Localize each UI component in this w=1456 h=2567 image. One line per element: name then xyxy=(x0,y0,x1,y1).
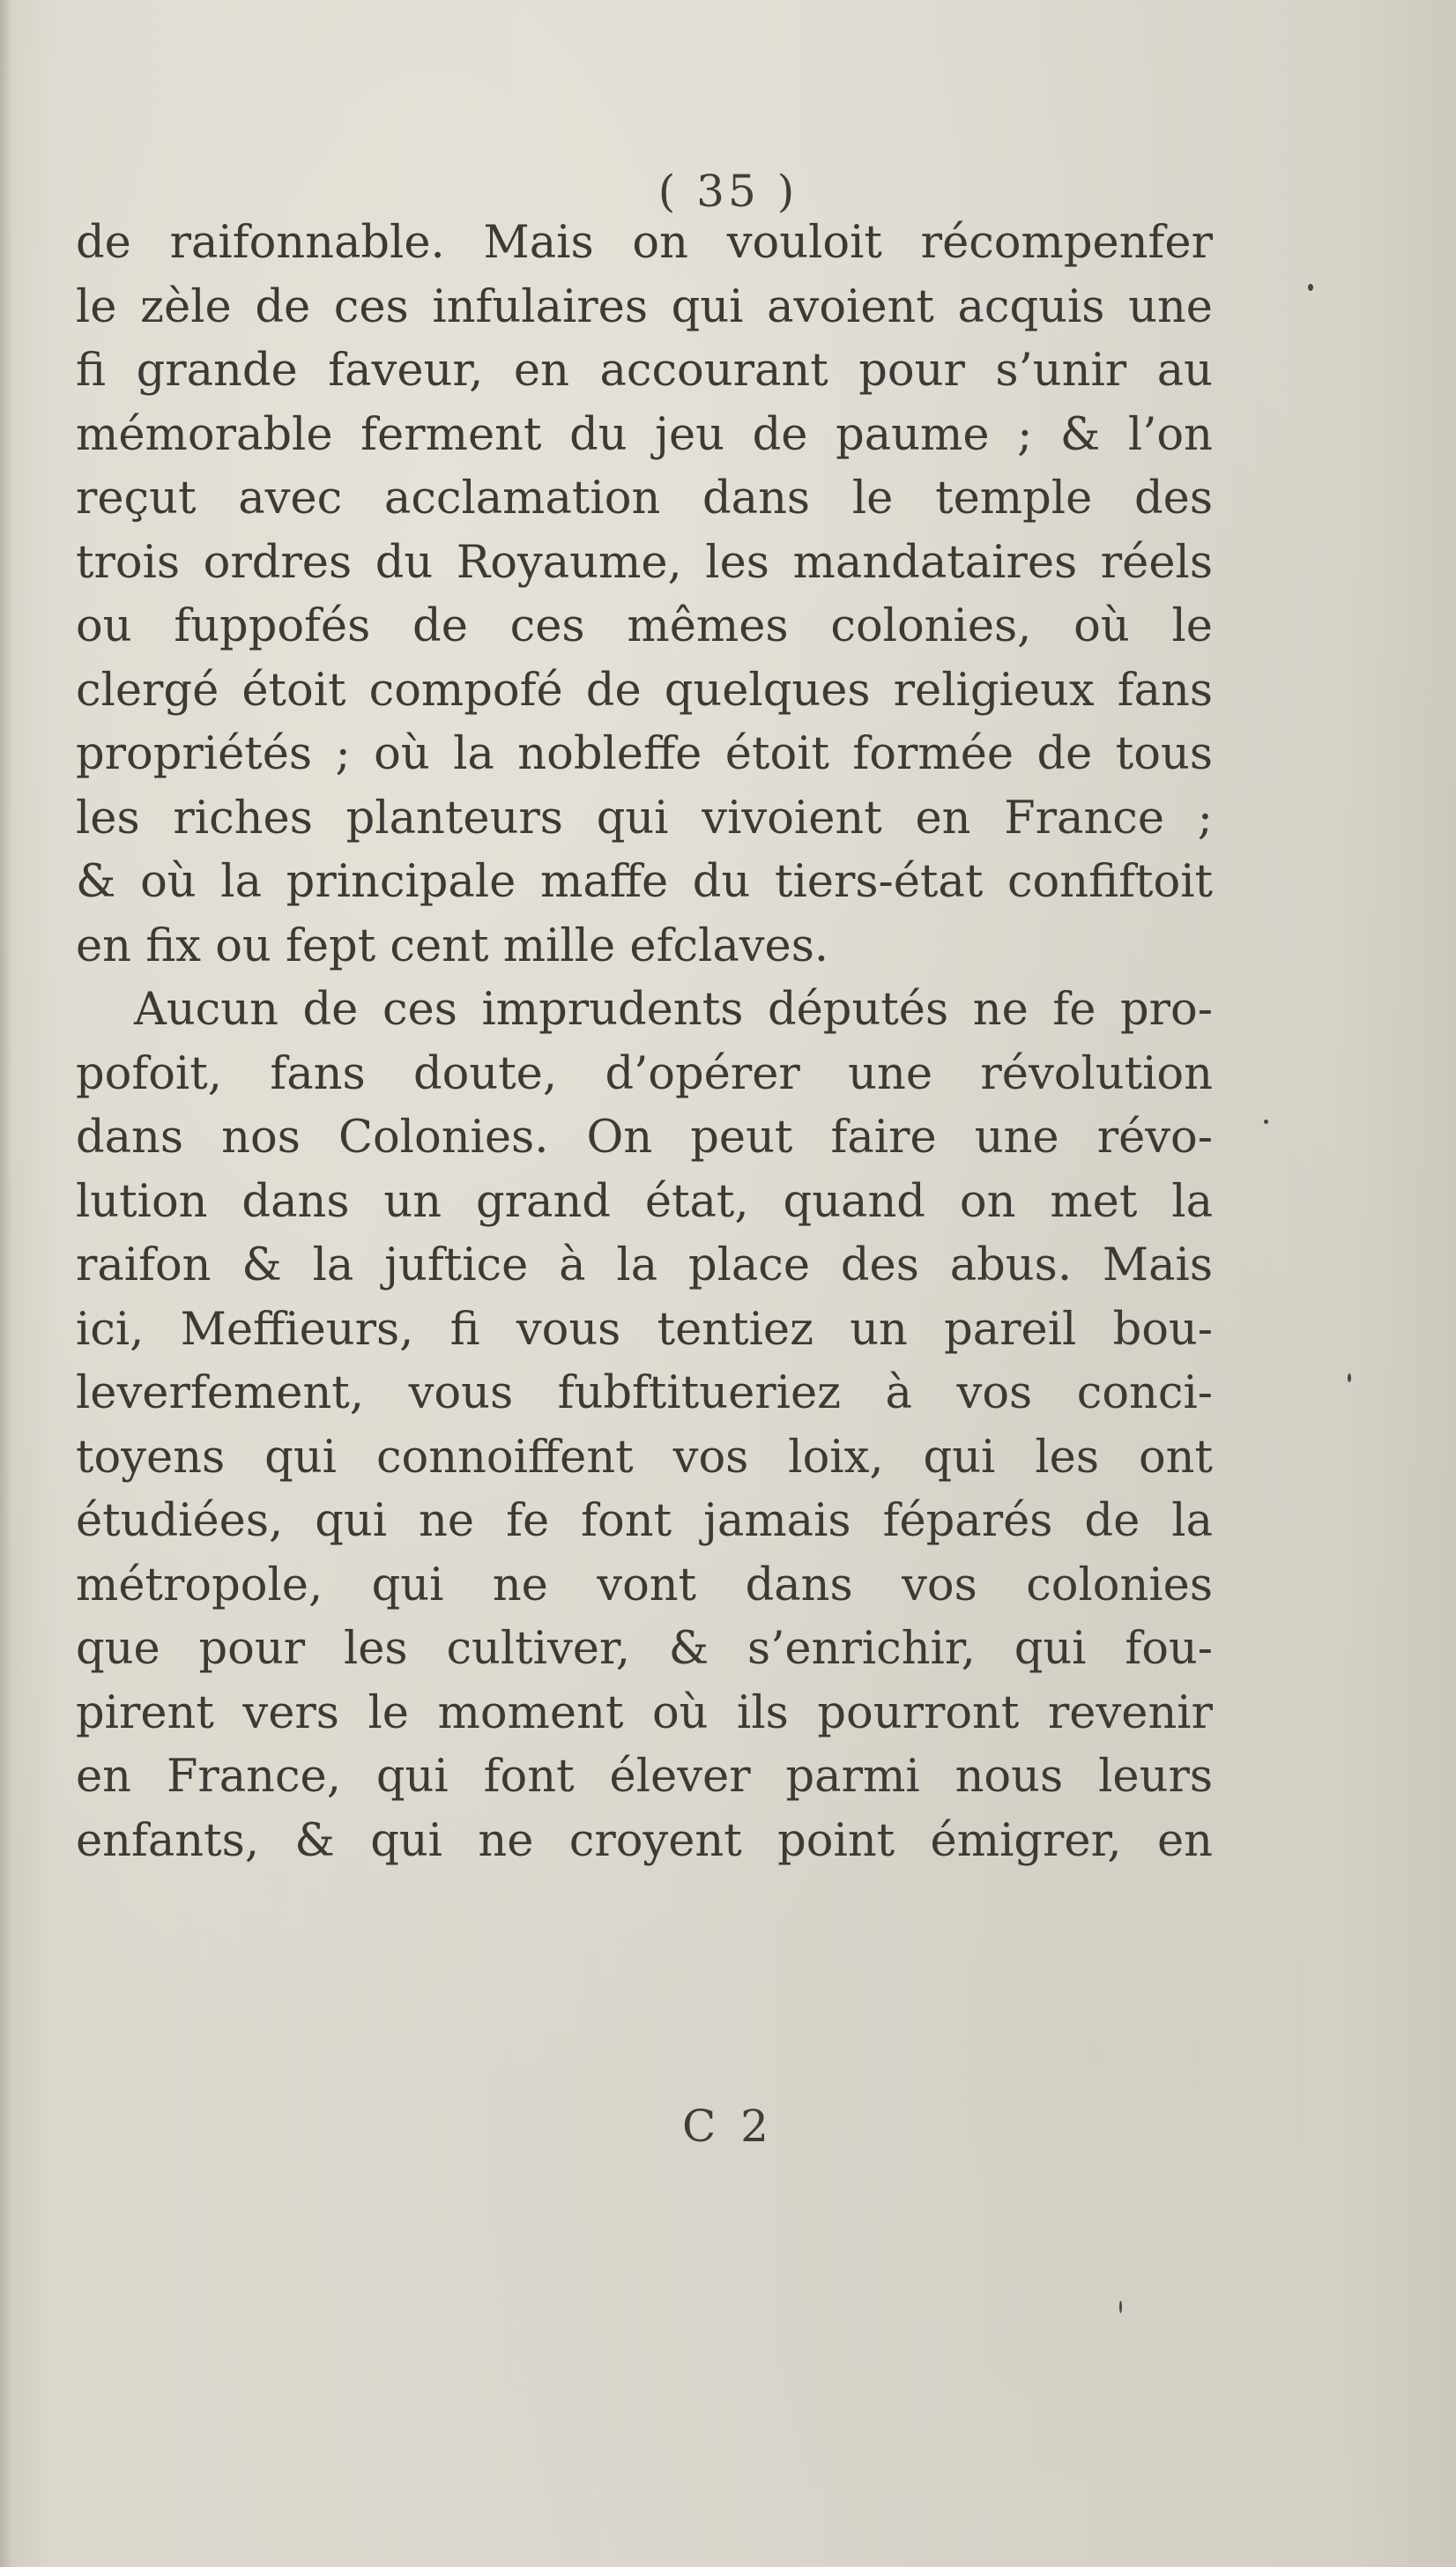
text-line: métropole, qui ne vont dans vos colonies xyxy=(76,1559,1213,1611)
paper-speck xyxy=(1308,284,1313,291)
paper-speck xyxy=(1264,1120,1268,1124)
text-line: dans nos Colonies. On peut faire une révo- xyxy=(76,1112,1213,1164)
text-line: leverfement, vous fubftitueriez à vos conci- xyxy=(76,1367,1213,1419)
text-line: de raifonnable. Mais on vouloit récompenfer xyxy=(76,217,1213,269)
text-line: raifon & la juftice à la place des abus. Mais xyxy=(76,1239,1213,1291)
text-line: reçut avec acclamation dans le temple des xyxy=(76,472,1213,525)
page-number: ( 35 ) xyxy=(657,166,799,217)
body-text xyxy=(76,212,1213,1873)
paragraph-end-line: en fix ou fept cent mille efclaves. xyxy=(76,919,829,972)
text-line: les riches planteurs qui vivoient en France ; xyxy=(76,792,1213,845)
text-line: lution dans un grand état, quand on met la xyxy=(76,1175,1213,1228)
text-line: mémorable ferment du jeu de paume ; & l’on xyxy=(76,408,1213,461)
text-line: enfants, & qui ne croyent point émigrer, en xyxy=(76,1814,1213,1867)
text-line: en France, qui font élever parmi nous leurs xyxy=(76,1751,1213,1803)
paper-speck xyxy=(1348,1373,1351,1382)
text-line: fi grande faveur, en accourant pour s’unir au xyxy=(76,345,1213,397)
text-line: pirent vers le moment où ils pourront revenir xyxy=(76,1686,1213,1739)
text-line: toyens qui connoiffent vos loix, qui les ont xyxy=(76,1431,1213,1484)
text-line: le zèle de ces infulaires qui avoient acquis une xyxy=(76,280,1213,333)
text-line: & où la principale maffe du tiers-état confiftoit xyxy=(76,856,1213,908)
text-line: ou fuppofés de ces mêmes colonies, où le xyxy=(76,600,1213,652)
page-spine-edge xyxy=(0,0,12,2567)
printer-signature-mark: C 2 xyxy=(682,2101,774,2152)
text-line: étudiées, qui ne fe font jamais féparés de la xyxy=(76,1495,1213,1547)
text-line: ici, Meffieurs, fi vous tentiez un pareil bou- xyxy=(76,1303,1213,1356)
text-line: pofoit, fans doute, d’opérer une révolution xyxy=(76,1047,1213,1100)
text-line: propriétés ; où la nobleffe étoit formée de tous xyxy=(76,728,1213,780)
paragraph-start-line: Aucun de ces imprudents députés ne fe pro- xyxy=(134,984,1213,1036)
paper-speck xyxy=(1119,2301,1122,2313)
text-line: que pour les cultiver, & s’enrichir, qui fou- xyxy=(76,1623,1213,1675)
text-line: clergé étoit compofé de quelques religieux fans xyxy=(76,664,1213,717)
text-line: trois ordres du Royaume, les mandataires réels xyxy=(76,536,1213,589)
